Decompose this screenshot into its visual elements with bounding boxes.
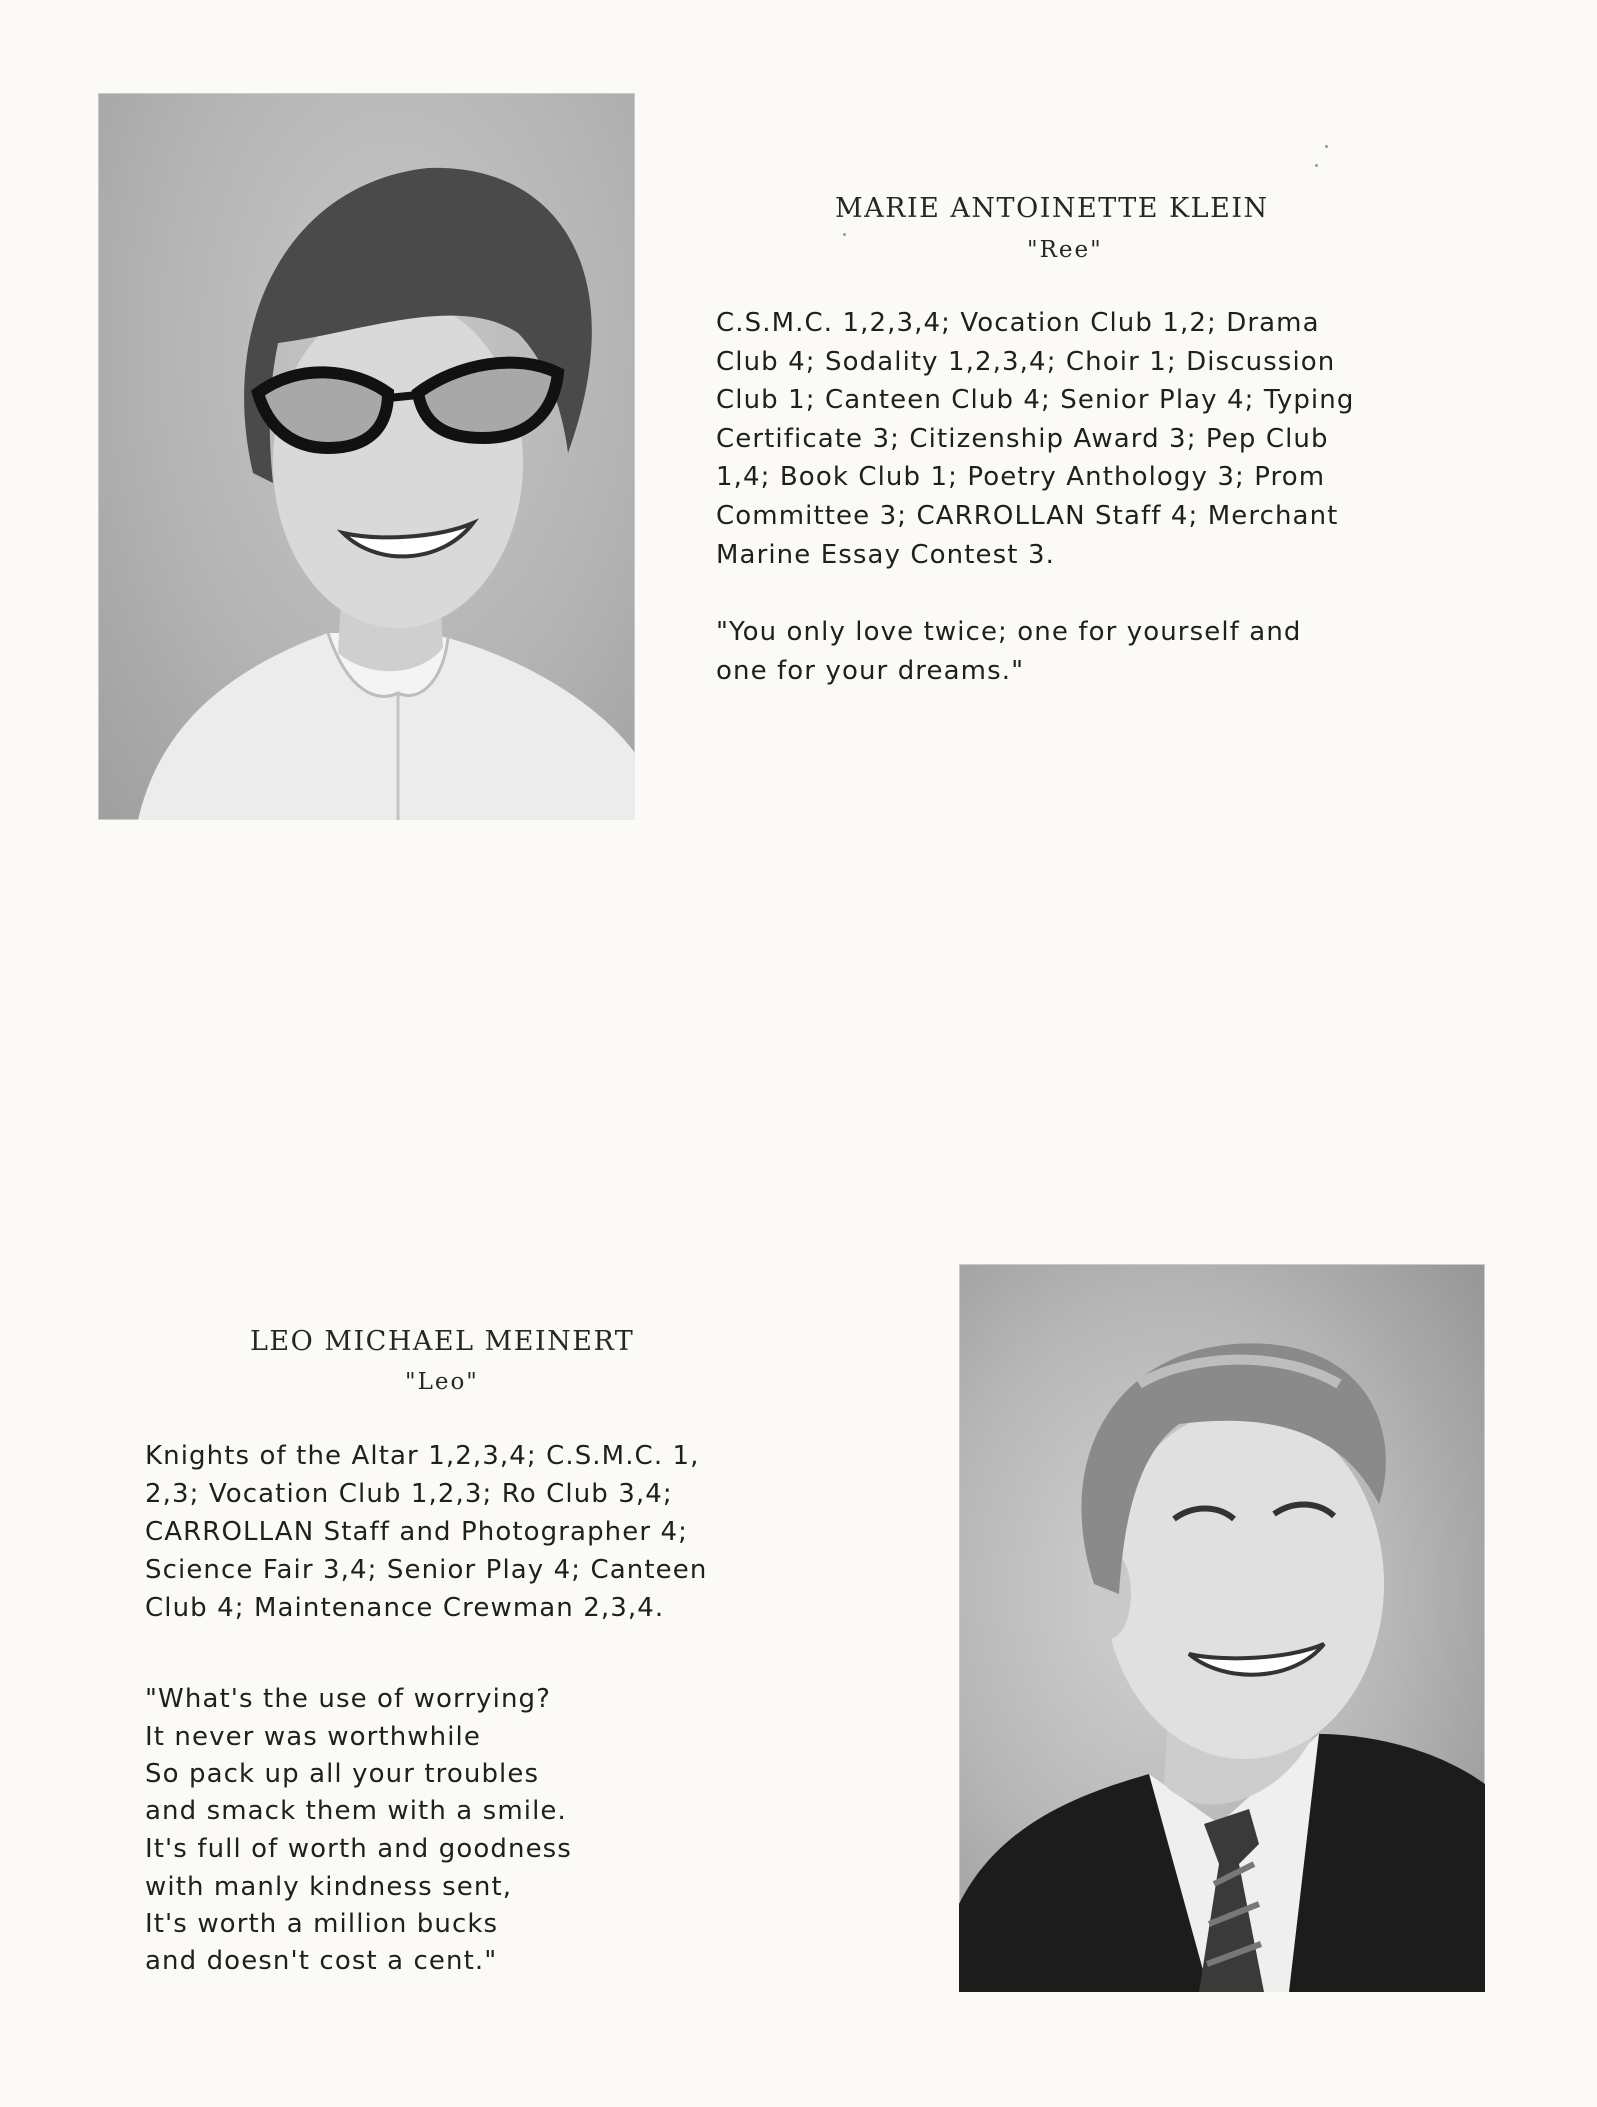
- quote-line: It's worth a million bucks: [145, 1909, 499, 1939]
- quote-line: "You only love twice; one for yourself and: [716, 617, 1302, 647]
- activities-line: Knights of the Altar 1,2,3,4; C.S.M.C. 1,: [145, 1441, 700, 1471]
- quote-line: and smack them with a smile.: [145, 1796, 567, 1826]
- student-2-name: LEO MICHAEL MEINERT: [250, 1326, 635, 1357]
- activities-line: Science Fair 3,4; Senior Play 4; Canteen: [145, 1555, 708, 1585]
- activities-line: 1,4; Book Club 1; Poetry Anthology 3; Prom: [716, 462, 1326, 492]
- scan-speck: [1325, 145, 1328, 148]
- portrait-photo-leo-meinert: [959, 1264, 1485, 1992]
- quote-line: It never was worthwhile: [145, 1722, 481, 1752]
- scan-speck: [1315, 164, 1318, 167]
- portrait-photo-marie-klein: [98, 93, 635, 820]
- activities-line: Certificate 3; Citizenship Award 3; Pep Club: [716, 424, 1329, 454]
- student-1-nickname: "Ree": [1027, 237, 1103, 263]
- quote-line: with manly kindness sent,: [145, 1872, 513, 1902]
- activities-line: CARROLLAN Staff and Photographer 4;: [145, 1517, 689, 1547]
- portrait-1-drawing: [98, 93, 635, 820]
- activities-line: Marine Essay Contest 3.: [716, 540, 1055, 570]
- activities-line: Club 1; Canteen Club 4; Senior Play 4; Typing: [716, 385, 1355, 415]
- activities-line: Committee 3; CARROLLAN Staff 4; Merchant: [716, 501, 1339, 531]
- activities-line: C.S.M.C. 1,2,3,4; Vocation Club 1,2; Drama: [716, 308, 1320, 338]
- activities-line: Club 4; Maintenance Crewman 2,3,4.: [145, 1593, 665, 1623]
- quote-line: one for your dreams.": [716, 656, 1025, 686]
- activities-line: Club 4; Sodality 1,2,3,4; Choir 1; Discussion: [716, 347, 1336, 377]
- quote-line: So pack up all your troubles: [145, 1759, 540, 1789]
- quote-line: It's full of worth and goodness: [145, 1834, 572, 1864]
- student-2-nickname: "Leo": [405, 1369, 479, 1395]
- scan-speck: [843, 233, 846, 236]
- portrait-2-drawing: [959, 1264, 1485, 1992]
- quote-line: and doesn't cost a cent.": [145, 1946, 498, 1976]
- student-1-name: MARIE ANTOINETTE KLEIN: [835, 193, 1269, 224]
- quote-line: "What's the use of worrying?: [145, 1684, 552, 1714]
- activities-line: 2,3; Vocation Club 1,2,3; Ro Club 3,4;: [145, 1479, 673, 1509]
